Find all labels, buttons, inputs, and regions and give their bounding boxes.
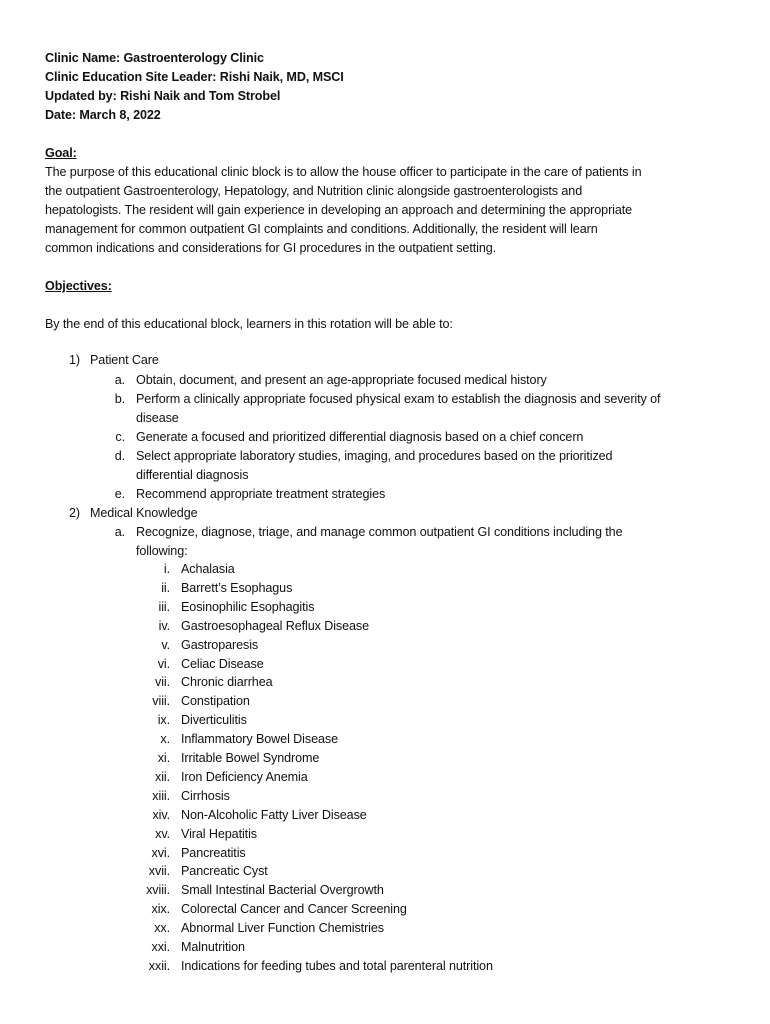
updated-by: Updated by: Rishi Naik and Tom Strobel	[45, 89, 281, 103]
condition-number: xvi.	[151, 846, 170, 860]
condition-number: viii.	[152, 694, 170, 708]
item-number: d.	[114, 449, 125, 463]
condition-item: Constipation	[181, 694, 250, 708]
condition-item: Cirrhosis	[181, 789, 230, 803]
condition-item: Achalasia	[181, 562, 235, 576]
condition-number: xiv.	[152, 808, 170, 822]
condition-number: vii.	[155, 675, 170, 689]
list-item: Select appropriate laboratory studies, imaging, and procedures based on the prioritized	[136, 449, 613, 463]
condition-item: Irritable Bowel Syndrome	[181, 751, 320, 765]
condition-item: Non-Alcoholic Fatty Liver Disease	[181, 808, 367, 822]
condition-item: Barrett’s Esophagus	[181, 581, 293, 595]
item-number: b.	[114, 392, 125, 406]
condition-number: iii.	[158, 600, 170, 614]
list-item-cont: following:	[136, 544, 188, 558]
condition-number: xv.	[155, 827, 170, 841]
condition-number: ii.	[161, 581, 170, 595]
condition-number: xi.	[157, 751, 170, 765]
goal-line: The purpose of this educational clinic block is to allow the house officer to participate in the care of patients in	[45, 165, 642, 179]
condition-number: xviii.	[146, 883, 170, 897]
section-title: Patient Care	[90, 353, 159, 367]
clinic-name: Clinic Name: Gastroenterology Clinic	[45, 51, 264, 65]
goal-line: the outpatient Gastroenterology, Hepatology, and Nutrition clinic alongside gastroenterologists and	[45, 184, 583, 198]
objectives-heading: Objectives:	[45, 279, 112, 293]
condition-number: i.	[163, 562, 170, 576]
condition-item: Colorectal Cancer and Cancer Screening	[181, 902, 407, 916]
condition-item: Gastroparesis	[181, 638, 259, 652]
condition-item: Small Intestinal Bacterial Overgrowth	[181, 883, 384, 897]
section-title: Medical Knowledge	[90, 506, 198, 520]
condition-item: Pancreatitis	[181, 846, 246, 860]
list-item: Recognize, diagnose, triage, and manage common outpatient GI conditions including the	[136, 525, 623, 539]
list-item-cont: differential diagnosis	[136, 468, 249, 482]
condition-number: xxii.	[148, 959, 170, 973]
list-item: Perform a clinically appropriate focused physical exam to establish the diagnosis and severity of	[136, 392, 661, 406]
condition-number: xvii.	[148, 864, 170, 878]
condition-number: x.	[160, 732, 170, 746]
condition-item: Abnormal Liver Function Chemistries	[181, 921, 384, 935]
condition-number: vi.	[157, 657, 170, 671]
condition-item: Celiac Disease	[181, 657, 264, 671]
condition-item: Iron Deficiency Anemia	[181, 770, 308, 784]
list-item-cont: disease	[136, 411, 179, 425]
condition-number: xiii.	[152, 789, 170, 803]
date: Date: March 8, 2022	[45, 108, 161, 122]
goal-line: management for common outpatient GI complaints and conditions. Additionally, the resident will learn	[45, 222, 598, 236]
condition-number: v.	[161, 638, 170, 652]
condition-item: Chronic diarrhea	[181, 675, 273, 689]
condition-item: Inflammatory Bowel Disease	[181, 732, 338, 746]
condition-number: ix.	[157, 713, 170, 727]
condition-number: iv.	[158, 619, 170, 633]
condition-item: Pancreatic Cyst	[181, 864, 268, 878]
condition-item: Eosinophilic Esophagitis	[181, 600, 315, 614]
section-number: 1)	[69, 353, 80, 367]
goal-line: common indications and considerations for GI procedures in the outpatient setting.	[45, 241, 497, 255]
list-item: Obtain, document, and present an age-appropriate focused medical history	[136, 373, 547, 387]
site-leader: Clinic Education Site Leader: Rishi Naik, MD, MSCI	[45, 70, 344, 84]
condition-item: Malnutrition	[181, 940, 245, 954]
condition-number: xx.	[154, 921, 170, 935]
list-item: Recommend appropriate treatment strategies	[136, 487, 386, 501]
section-number: 2)	[69, 506, 80, 520]
item-number: a.	[114, 373, 125, 387]
item-number: c.	[115, 430, 125, 444]
condition-number: xix.	[151, 902, 170, 916]
objectives-intro: By the end of this educational block, learners in this rotation will be able to:	[45, 317, 453, 331]
condition-item: Indications for feeding tubes and total parenteral nutrition	[181, 959, 493, 973]
condition-item: Viral Hepatitis	[181, 827, 257, 841]
goal-line: hepatologists. The resident will gain experience in developing an approach and determining the appropriate	[45, 203, 633, 217]
goal-heading: Goal:	[45, 146, 77, 160]
item-number: e.	[114, 487, 125, 501]
condition-number: xii.	[155, 770, 170, 784]
condition-number: xxi.	[151, 940, 170, 954]
condition-item: Diverticulitis	[181, 713, 247, 727]
item-number: a.	[114, 525, 125, 539]
list-item: Generate a focused and prioritized differential diagnosis based on a chief concern	[136, 430, 584, 444]
condition-item: Gastroesophageal Reflux Disease	[181, 619, 370, 633]
